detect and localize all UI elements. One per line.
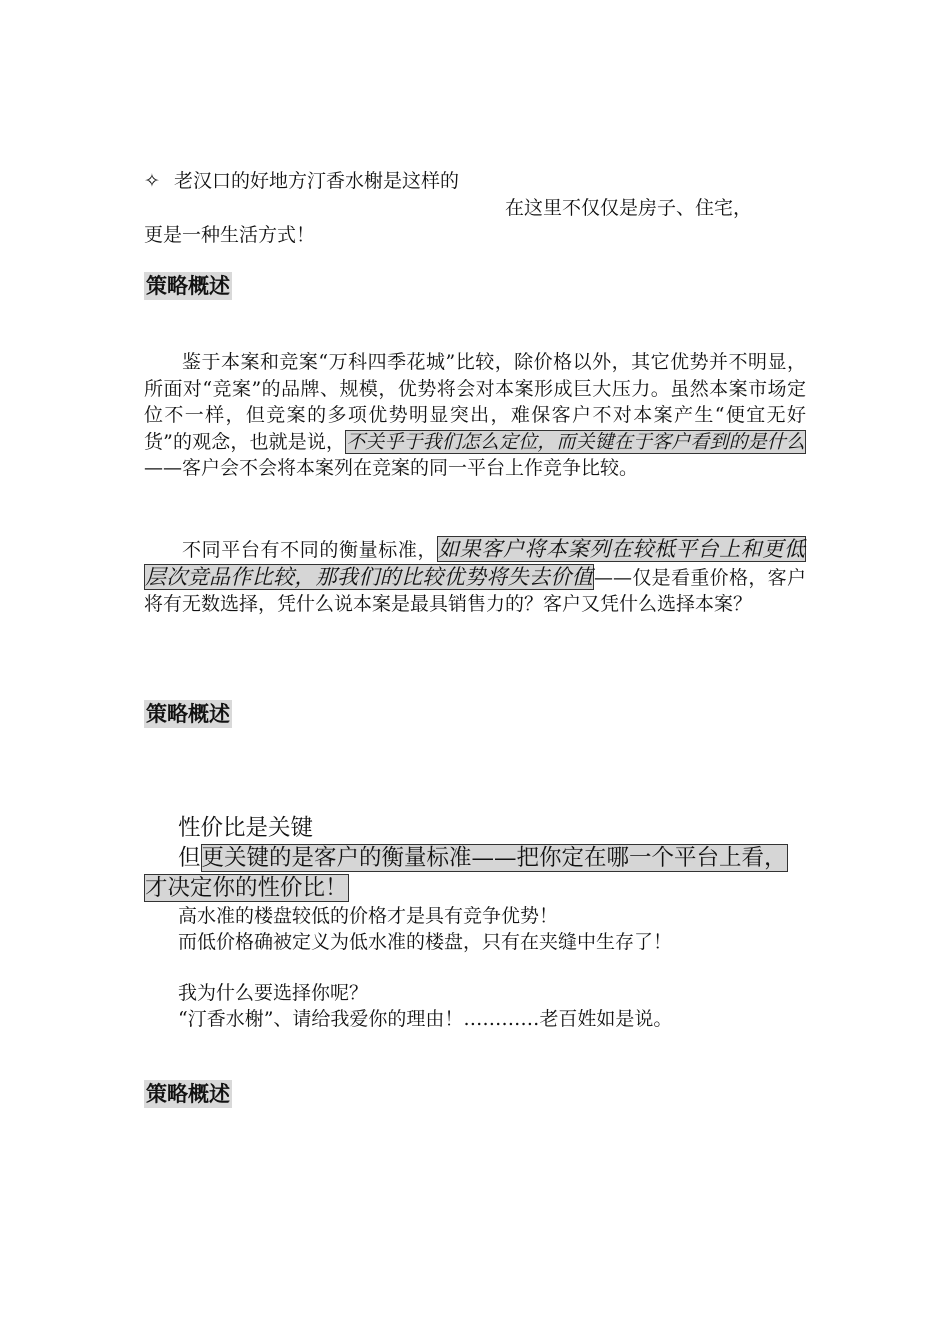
section-heading-2: 策略概述 (146, 702, 230, 726)
intro-line-2: 在这里不仅仅是房子、住宅， (505, 197, 753, 219)
paragraph-1 (144, 349, 806, 482)
section-2-line-4: 而低价格确被定义为低水准的楼盘，只有在夹缝中生存了！ (178, 931, 673, 953)
paragraph-2-text-a: 不同平台有不同的衡量标准， (182, 539, 438, 561)
section-2-line-5: 我为什么要选择你呢？ (178, 982, 369, 1004)
section-2-line-2-prefix: 但 (178, 845, 201, 871)
paragraph-2-highlight: 如果客户将本案列在较柢平台上和更低层次竞品作比较，那我们的比较优势将失去价值 (145, 537, 805, 589)
section-2-line-3: 高水准的楼盘较低的价格才是具有竞争优势！ (178, 905, 559, 927)
section-heading-3: 策略概述 (146, 1082, 230, 1106)
section-2-line-6: “汀香水榭”、请给我爱你的理由！…………老百姓如是说。 (178, 1008, 673, 1030)
paragraph-1-highlight: 不关乎于我们怎么定位，而关键在于客户看到的是什么 (346, 430, 805, 453)
diamond-bullet-icon: ✧ (144, 170, 160, 192)
section-2-line-1: 性价比是关键 (178, 815, 314, 841)
intro-line-1 (144, 168, 459, 194)
paragraph-2 (144, 536, 806, 618)
paragraph-2-text-b: ——仅是看重价格，客户将有无数选择，凭什么说本案是最具销售力的？客户又凭什么选择本案？ (144, 566, 806, 615)
section-2-line-2 (144, 843, 806, 903)
paragraph-1-text-b: ——客户会不会将本案列在竞案的同一平台上作竞争比较。 (144, 457, 639, 479)
paragraph-1-text-a: 鉴于本案和竞案“万科四季花城”比较，除价格以外，其它优势并不明显，所面对“竞案”的品牌、规模，优势将会对本案形成巨大压力。虽然本案市场定位不一样，但竞案的多项优势明显突出，难保客户不对本案产生“便宜无好货”的观念，也就是说， (144, 351, 806, 453)
intro-title: 老汉口的好地方汀香水榭是这样的 (173, 170, 459, 192)
section-heading-1: 策略概述 (146, 274, 230, 298)
intro-line-3: 更是一种生活方式！ (144, 224, 316, 246)
section-2-highlight: 更关键的是客户的衡量标准——把你定在哪一个平台上看，才决定你的性价比！ (145, 845, 787, 901)
